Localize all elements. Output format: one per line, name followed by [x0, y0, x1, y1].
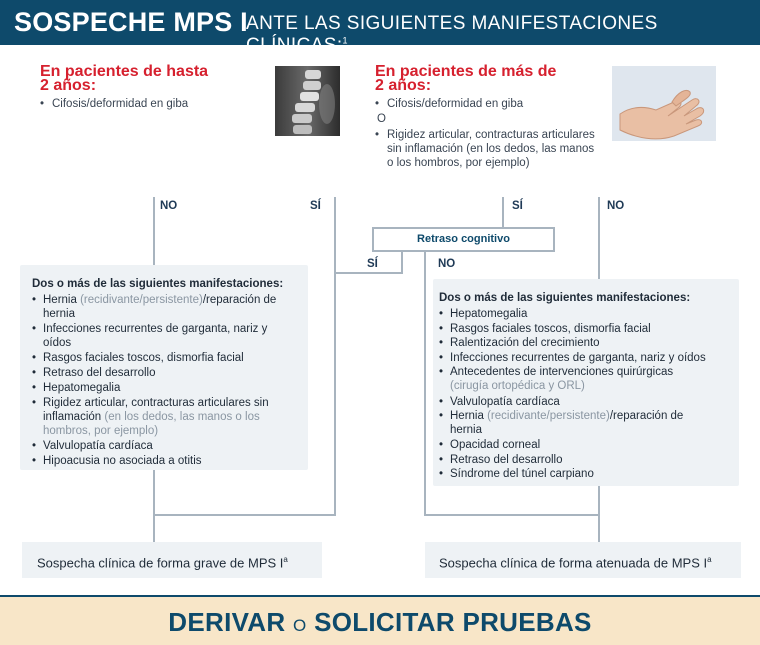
right-patient-bullet1: • Cifosis/deformidad en giba: [375, 98, 524, 110]
header-title-bold: SOSPECHE MPS I: [14, 7, 248, 37]
left-item-rigidez: • Rigidez articular, contracturas articulares sin inflamación (en los dedos, las manos o los hombros, por ejemplo): [32, 397, 269, 437]
label-no-right: NO: [607, 200, 625, 212]
right-patient-heading: [375, 65, 556, 93]
right-or-text: O: [377, 113, 386, 125]
right-manifestations-box: [433, 279, 739, 486]
right-hernia-a: Hernia: [450, 410, 488, 422]
result-atenuada-sup: a: [707, 555, 712, 564]
right-item-hernia: • Hernia (recidivante/persistente)/reparación de hernia: [439, 410, 684, 436]
right-bullet2-line2: sin inflamación (en los dedos, las manos: [387, 143, 595, 155]
cognitive-delay-box: Retraso cognitivo: [372, 227, 555, 252]
connector: [598, 486, 600, 542]
result-atenuada-text: Sospecha clínica de forma atenuada de MPS I: [439, 555, 708, 571]
right-item-hepato: • Hepatomegalia: [439, 308, 528, 320]
connector: [598, 197, 600, 279]
left-hernia-a: Hernia: [43, 294, 81, 306]
left-item-hipo: • Hipoacusia no asociada a otitis: [32, 455, 202, 467]
left-item-hepato: • Hepatomegalia: [32, 382, 121, 394]
label-no-left: NO: [160, 200, 178, 212]
left-item-rasgos: • Rasgos faciales toscos, dismorfia facial: [32, 352, 244, 364]
left-manifestations-box: [20, 265, 308, 470]
right-ralent-text: Ralentización del crecimiento: [450, 337, 600, 349]
right-patient-bullet2: • Rigidez articular, contracturas articulares sin inflamación (en los dedos, las manos o los hombros, por ejemplo): [375, 129, 595, 169]
left-rigidez-muted1: (en los dedos, las manos o los: [104, 411, 260, 423]
footer-o: O: [293, 616, 307, 635]
right-tunel-text: Síndrome del túnel carpiano: [450, 468, 594, 480]
left-rigidez-muted2: hombros, por ejemplo): [43, 425, 159, 437]
left-valvu-text: Valvulopatía cardíaca: [43, 440, 153, 452]
right-hernia-b: /reparación de: [609, 410, 684, 422]
connector: [334, 272, 336, 514]
left-rasgos-text: Rasgos faciales toscos, dismorfia facial: [43, 352, 244, 364]
left-heading-line2: 2 años:: [40, 77, 97, 94]
connector: [334, 272, 403, 274]
footer-text: [0, 607, 760, 638]
left-infect-b: oídos: [43, 337, 72, 349]
left-retraso-text: Retraso del desarrollo: [43, 367, 156, 379]
result-grave-text: Sospecha clínica de forma grave de MPS I: [37, 555, 284, 571]
right-item-ralent: • Ralentización del crecimiento: [439, 337, 600, 349]
connector: [424, 514, 600, 516]
result-grave-box: [22, 542, 322, 578]
left-rigidez-a: Rigidez articular, contracturas articulares sin: [43, 397, 269, 409]
right-item-antecedentes: • Antecedentes de intervenciones quirúrgicas (cirugía ortopédica y ORL): [439, 366, 674, 392]
left-hepato-text: Hepatomegalia: [43, 382, 121, 394]
right-antec-muted: (cirugía ortopédica y ORL): [450, 380, 585, 392]
footer-banner: [0, 595, 760, 645]
right-infect-text: Infecciones recurrentes de garganta, nariz y oídos: [450, 352, 706, 364]
right-valvu-text: Valvulopatía cardíaca: [450, 396, 560, 408]
connector: [401, 252, 403, 273]
result-atenuada-box: [425, 542, 741, 578]
left-heading-line1: En pacientes de hasta: [40, 63, 209, 80]
header-title-rest: [246, 13, 760, 57]
left-hernia-c: hernia: [43, 308, 75, 320]
footer-solicitar: SOLICITAR PRUEBAS: [314, 607, 592, 637]
spine-xray-image: [275, 66, 340, 136]
label-si-cognitive: SÍ: [367, 258, 378, 270]
header-footnote: 1: [342, 35, 348, 46]
header-banner: [0, 0, 760, 56]
header-title-text: ANTE LAS SIGUIENTES MANIFESTACIONES CLÍNICAS:: [246, 13, 658, 56]
right-item-tunel: • Síndrome del túnel carpiano: [439, 468, 594, 480]
right-hernia-muted: (recidivante/persistente): [487, 410, 610, 422]
right-retraso-text: Retraso del desarrollo: [450, 454, 563, 466]
connector: [424, 252, 426, 516]
right-item-valvu: • Valvulopatía cardíaca: [439, 396, 560, 408]
right-box-title: Dos o más de las siguientes manifestaciones:: [439, 292, 691, 304]
right-item-infect: • Infecciones recurrentes de garganta, nariz y oídos: [439, 352, 706, 364]
right-item-rasgos: • Rasgos faciales toscos, dismorfia facial: [439, 323, 651, 335]
left-item-infecciones: • Infecciones recurrentes de garganta, nariz y oídos: [32, 323, 268, 349]
hand-image: [612, 66, 716, 141]
left-patient-heading: [40, 65, 208, 93]
left-patient-bullet: • Cifosis/deformidad en giba: [40, 98, 189, 110]
right-rasgos-text: Rasgos faciales toscos, dismorfia facial: [450, 323, 651, 335]
right-hepato-text: Hepatomegalia: [450, 308, 528, 320]
left-item-retraso: • Retraso del desarrollo: [32, 367, 156, 379]
label-no-cognitive: NO: [438, 258, 456, 270]
right-item-retraso: • Retraso del desarrollo: [439, 454, 563, 466]
label-si-left: SÍ: [310, 200, 321, 212]
right-bullet1-text: Cifosis/deformidad en giba: [387, 98, 524, 110]
left-item-valvu: • Valvulopatía cardíaca: [32, 440, 153, 452]
left-hipo-text: Hipoacusia no asociada a otitis: [43, 455, 202, 467]
left-bullet-text: Cifosis/deformidad en giba: [52, 98, 189, 110]
right-antec-a: Antecedentes de intervenciones quirúrgicas: [450, 366, 674, 378]
right-hernia-c: hernia: [450, 424, 482, 436]
left-rigidez-b: inflamación: [43, 411, 105, 423]
right-bullet2-line3: o los hombros, por ejemplo): [387, 157, 530, 169]
connector: [153, 197, 155, 265]
connector: [334, 197, 336, 272]
label-si-right: SÍ: [512, 200, 523, 212]
right-opacidad-text: Opacidad corneal: [450, 439, 541, 451]
connector: [502, 197, 504, 227]
footer-derivar: DERIVAR: [168, 607, 286, 637]
left-hernia-b: /reparación de: [202, 294, 277, 306]
connector: [153, 470, 155, 542]
left-item-hernia: • Hernia (recidivante/persistente)/reparación de hernia: [32, 294, 277, 320]
right-heading-line1: En pacientes de más de: [375, 63, 557, 80]
left-hernia-muted: (recidivante/persistente): [80, 294, 203, 306]
right-bullet2-line1: Rigidez articular, contracturas articulares: [387, 129, 595, 141]
left-box-title: Dos o más de las siguientes manifestaciones:: [32, 278, 284, 290]
right-heading-line2: 2 años:: [375, 77, 432, 94]
right-item-opacidad: • Opacidad corneal: [439, 439, 541, 451]
connector: [153, 514, 336, 516]
result-grave-sup: a: [283, 555, 288, 564]
left-infect-a: Infecciones recurrentes de garganta, nariz y: [43, 323, 268, 335]
